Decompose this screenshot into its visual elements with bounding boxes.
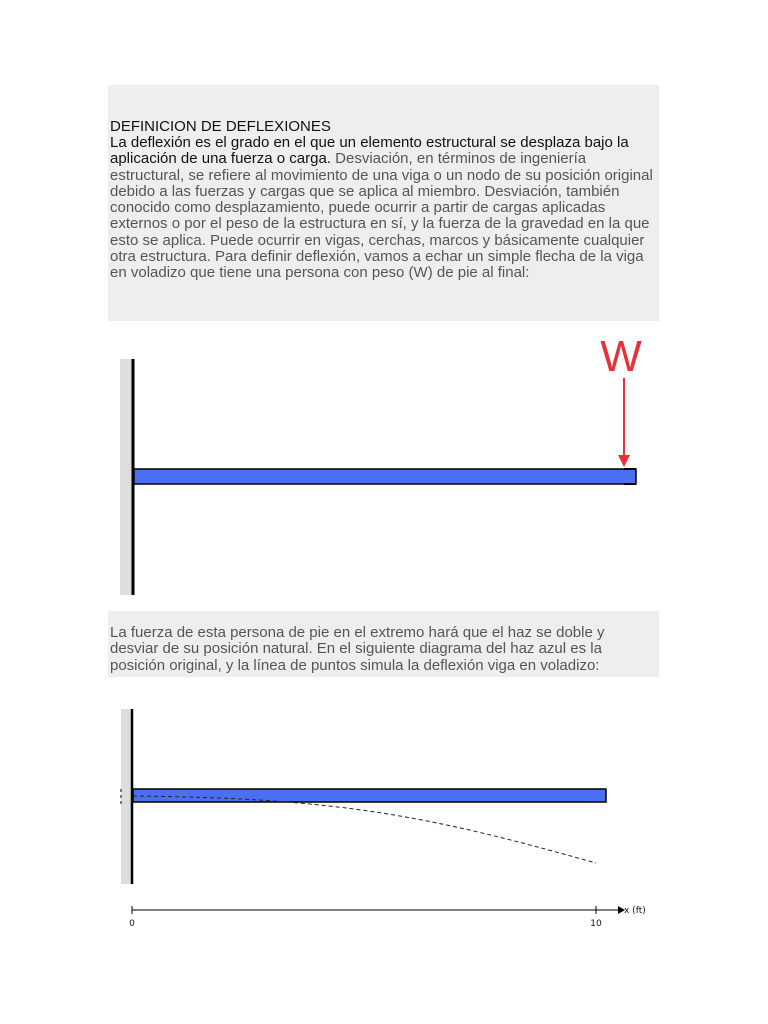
intro-rest: Desviación, en términos de ingeniería estructural, se refiere al movimiento de una viga o un nodo de su posición original debido a las fuerzas y cargas que se aplica al miembro. Desviación, también conocido como desplazamiento, puede ocurrir a partir de cargas aplicadas externos o por el peso de la estructura en sí, y la fuerza de la gravedad en la que esto se aplica. Puede ocurrir en vigas, cerchas, marcos y básicamente cualquier otra estructura. Para definir deflexión, vamos a echar un simple flecha de la viga en voladizo que tiene una persona con peso (W) de pie al final: xyxy=(110,150,653,282)
wall-support xyxy=(121,709,131,884)
intro-paragraph xyxy=(110,135,657,282)
original-beam xyxy=(133,789,606,802)
cantilever-diagram xyxy=(108,321,659,611)
deflection-diagram xyxy=(108,677,659,932)
deflection-curve xyxy=(133,796,596,863)
explanation-panel xyxy=(108,611,659,677)
load-arrow-icon xyxy=(618,455,630,467)
load-label: W xyxy=(600,332,642,381)
deflection-figure xyxy=(108,677,659,932)
cantilever-figure xyxy=(108,321,659,611)
intro-panel xyxy=(108,85,659,321)
wall-support xyxy=(120,359,132,595)
x-tick-label-end: 10 xyxy=(590,919,602,929)
explanation-paragraph: La fuerza de esta persona de pie en el extremo hará que el haz se doble y desviar de su posición natural. En el siguiente diagrama del haz azul es la posición original, y la línea de puntos simula la deflexión viga en voladizo: xyxy=(110,624,605,674)
page-title: DEFINICION DE DEFLEXIONES xyxy=(110,118,331,135)
x-tick-label-start: 0 xyxy=(129,919,135,929)
x-axis-label: x (ft) xyxy=(624,906,646,916)
intro-lead: La deflexión es el grado en el que un elemento estructural se desplaza bajo la aplicación de una fuerza o carga. xyxy=(110,134,629,168)
beam xyxy=(134,469,636,484)
